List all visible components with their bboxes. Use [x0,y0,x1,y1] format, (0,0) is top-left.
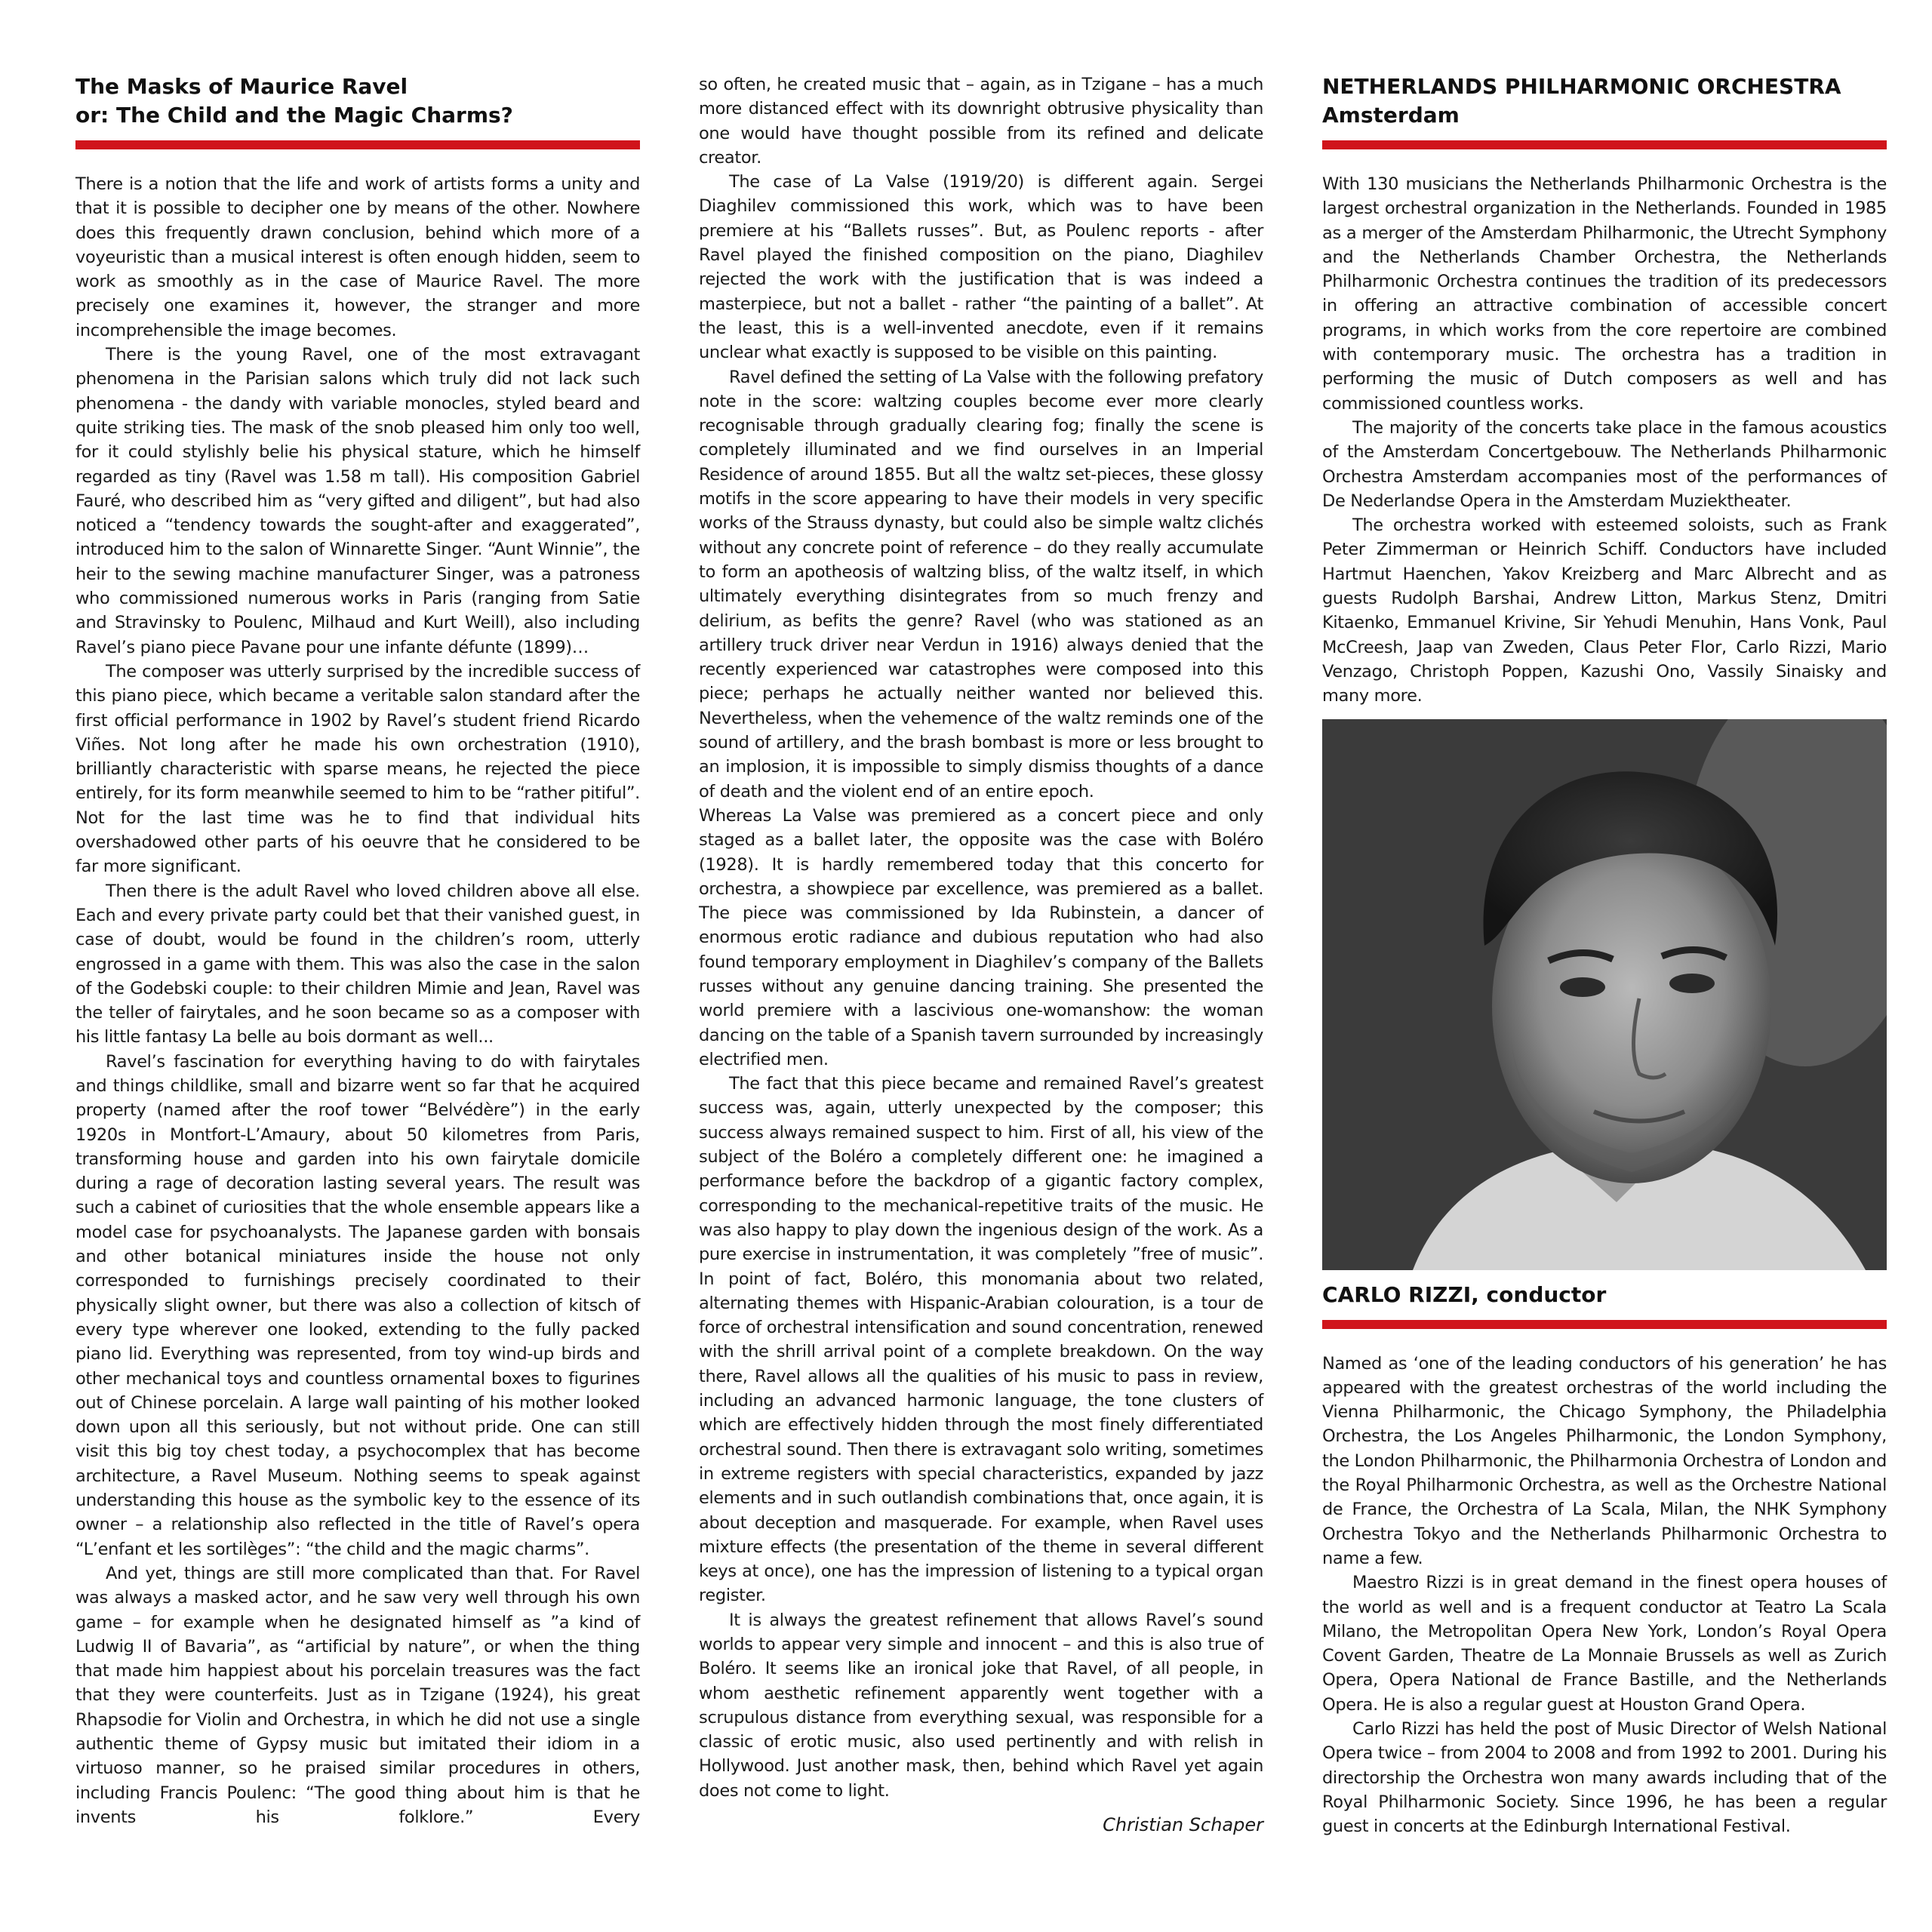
paragraph: Then there is the adult Ravel who loved children above all else. Each and every private party could bet that their vanished guest, in case of doubt, would be found in the children’s room, utterly engrossed in a game with them. This was also the case in the salon of the Godebski couple: to their children Mimie and Jean, Ravel was the teller of fairytales, and he soon became so as a composer with his little fantasy La belle au bois dormant as well... [75,881,640,1048]
paragraph: There is the young Ravel, one of the most extravagant phenomena in the Parisian salons which truly did not lack such phenomena - the dandy with variable monocles, styled beard and quite striking ties. The mask of the snob pleased him only too well, for it could stylishly belie his physical stature, which he himself regarded as tiny (Ravel was 1.58 m tall). His composition Gabriel Fauré, who described him as “very gifted and diligent”, but had also noticed a “tendency towards the sought-after and exaggerated”, introduced him to the salon of Winnarette Singer. “Aunt Winnie”, the heir to the sewing machine manufacturer Singer, was a patroness who commissioned numerous works in Paris (ranging from Satie and Stravinsky to Poulenc, Milhaud and Kurt Weill), also including Ravel’s piano piece Pavane pour une infante défunte (1899)… [75,345,640,657]
paragraph: so often, he created music that – again, as in Tzigane – has a much more distanced effect with its downright obtrusive physicality than one would have thought possible from its refined and delicate creator. [699,75,1263,168]
orchestra-title [1322,72,1887,130]
paragraph: The composer was utterly surprised by the incredible success of this piano piece, which became a veritable salon standard after the first official performance in 1902 by Ravel’s student friend Ricardo Viñes. Not long after he made his own orchestration (1910), brilliantly characteristic with sparse means, he rejected the piece entirely, for its form meanwhile seemed to him to be “rather pitiful”. Not for the last time was he to find that individual hits overshadowed other parts of his oeuvre that he considered to be far more significant. [75,661,640,877]
accent-divider [75,140,640,149]
paragraph: Ravel defined the setting of La Valse with the following prefatory note in the score: waltzing couples become ever more clearly recognisable through gradually clearing fog; finally the scene is completely illuminated and we find ourselves in an Imperial Residence of around 1855. But all the waltz set-pieces, these glossy motifs in the score appearing to have their models in very specific works of the Strauss dynasty, but could also be simple waltz clichés without any concrete point of reference – do they really accumulate to form an apotheosis of waltzing bliss, of the waltz itself, in which ultimately everything disintegrates from so much frenzy and delirium, as befits the genre? Ravel (who was stationed as an artillery truck driver near Verdun in 1916) always denied that the recently experienced war catastrophes were composed into this piece; perhaps he actually neither wanted nor believed this. Nevertheless, when the vehemence of the waltz reminds one of the sound of artillery, and the brash bombast is more or less brought to an implosion, it is impossible to simply dismiss thoughts of a dance of death and the violent end of an entire epoch. [699,367,1263,801]
paragraph: The majority of the concerts take place in the famous acoustics of the Amsterdam Concertgebouw. The Netherlands Philharmonic Orchestra Amsterdam accompanies most of the performances of De Nederlandse Opera in the Amsterdam Muziektheater. [1322,417,1887,511]
article-title-line1: The Masks of Maurice Ravel [75,74,408,99]
photo-caption: CARLO RIZZI, conductor [1322,1281,1607,1307]
article-title-line2: or: The Child and the Magic Charms? [75,103,513,128]
paragraph: It is always the greatest refinement that allows Ravel’s sound worlds to appear very simple and innocent – and this is also true of Boléro. It seems like an ironical joke that Ravel, of all people, in whom aesthetic refinement apparently went together with a scrupulous distance from everything sexual, was responsible for a classic of erotic music, also used pertinently and with relish in Hollywood. Just another mask, then, behind which Ravel yet again does not come to light. [699,1610,1263,1801]
paragraph: Maestro Rizzi is in great demand in the finest opera houses of the world as well and is a frequent conductor at Teatro La Scala Milano, the Metropolitan Opera New York, London’s Royal Opera Covent Garden, Theatre de La Monnaie Brussels as well as Zurich Opera, Opera National de France Bastille, and the Netherlands Opera. He is also a regular guest at Houston Grand Opera. [1322,1573,1887,1715]
paragraph: The fact that this piece became and remained Ravel’s greatest success was, again, utterly unexpected by the composer; this success always remained suspect to him. First of all, his view of the subject of the Boléro a completely different one: he imagined a performance before the backdrop of a gigantic factory complex, corresponding to the mechanical-repetitive traits of the music. He was also happy to play down the ingenious design of the work. As a pure exercise in instrumentation, it was completely ”free of music”. In point of fact, Boléro, this monomania about two related, alternating themes with Hispanic-Arabian colouration, is a tour de force of orchestral intensification and sound concentration, renewed with the shrill arrival point of a complete breakdown. On the way there, Ravel allows all the qualities of his music to pass in review, including an advanced harmonic language, the tone clusters of which are effectively hidden through the most finely differentiated orchestral sound. Then there is extravagant solo writing, sometimes in extreme registers with special characteristics, expanded by jazz elements and in such outlandish combinations that, once again, it is about deception and masquerade. For example, when Ravel uses mixture effects (the presentation of the theme in several different keys at once), one has the impression of listening to a typical organ register. [699,1074,1263,1606]
accent-divider [1322,1320,1887,1329]
article-ravel-continued [699,72,1263,1838]
paragraph: And yet, things are still more complicated than that. For Ravel was always a masked actor, and he saw very well through his own game – for example when he designated himself as ”a kind of Ludwig II of Bavaria”, as “artificial by nature”, or when the thing that made him happiest about his porcelain treasures was the fact that they were counterfeits. Just as in Tzigane (1924), his great Rhapsodie for Violin and Orchestra, in which he did not use a single authentic theme of Gypsy music but imitated their idiom in a virtuoso manner, so he praised similar procedures in others, including Francis Poulenc: “The good thing about him is that he invents his folklore.” Every [75,1563,640,1827]
paragraph: Named as ‘one of the leading conductors of his generation’ he has appeared with the greatest orchestras of the world including the Vienna Philharmonic, the Chicago Symphony, the Philadelphia Orchestra, the Los Angeles Philharmonic, the London Symphony, the London Philharmonic, the Philharmonia Orchestra of London and the Royal Philharmonic Orchestra, as well as the Orchestre National de France, the Orchestra of La Scala, Milan, the NHK Symphony Orchestra Tokyo and the Netherlands Philharmonic Orchestra to name a few. [1322,1353,1887,1568]
accent-divider [1322,140,1887,149]
article-ravel [75,72,640,1829]
article-title [75,72,640,130]
orchestra-title-line1: NETHERLANDS PHILHARMONIC ORCHESTRA [1322,74,1841,99]
paragraph: Carlo Rizzi has held the post of Music Director of Welsh National Opera twice – from 2004 to 2008 and from 1992 to 2001. During his directorship the Orchestra won many awards including that of the Royal Philharmonic Society. Since 1996, he has been a regular guest in concerts at the Edinburgh International Festival. [1322,1718,1887,1837]
author-signature: Christian Schaper [1103,1814,1263,1836]
paragraph: The case of La Valse (1919/20) is different again. Sergei Diaghilev commissioned this work, which was to have been premiere at his “Ballets russes”. But, as Poulenc reports - after Ravel played the finished composition on the piano, Diaghilev rejected the work with the justification that is was indeed a masterpiece, but not a ballet - rather “the painting of a ballet”. At the least, this is a well-invented anecdote, even if it remains unclear what exactly is supposed to be visible on this painting. [699,172,1263,363]
conductor-portrait-photo [1322,719,1887,1270]
paragraph: There is a notion that the life and work of artists forms a unity and that it is possible to decipher one by means of the other. Nowhere does this frequently drawn conclusion, behind which more of a voyeuristic than a musical interest is often enough hidden, seem to work as smoothly as in the case of Maurice Ravel. The more precisely one examines it, however, the stranger and more incomprehensible the image becomes. [75,174,640,340]
paragraph: Whereas La Valse was premiered as a concert piece and only staged as a ballet later, the opposite was the case with Boléro (1928). It is hardly remembered today that this concerto for orchestra, a showpiece par excellence, was premiered as a ballet. The piece was commissioned by Ida Rubinstein, a dancer of enormous erotic radiance and dubious reputation who had also found temporary employment in Diaghilev’s company of the Ballets russes without any genuine dancing training. She presented the world premiere with a lascivious one-womanshow: the woman dancing on the table of a Spanish tavern surrounded by increasingly electrified men. [699,805,1263,1069]
paragraph: Ravel’s fascination for everything having to do with fairytales and things childlike, small and bizarre went so far that he acquired property (named after the roof tower “Belvédère”) in the early 1920s in Montfort-L’Amaury, about 50 kilometres from Paris, transforming house and garden into his own fairytale domicile during a rage of decoration lasting several years. The result was such a cabinet of curiosities that the whole ensemble appears like a model case for psychoanalysts. The Japanese garden with bonsais and other botanical miniatures inside the house not only corresponded to furnishings precisely coordinated to their physically slight owner, but there was also a collection of kitsch of every type wherever one looked, extending to the fully packed piano lid. Everything was represented, from toy wind-up birds and other mechanical toys and countless ornamental boxes to figurines out of Chinese porcelain. A large wall painting of his mother looked down upon all this seriously, but not without pride. One can still visit this big toy chest today, a psychocomplex that has become architecture, a Ravel Museum. Nothing seems to speak against understanding this house as the symbolic key to the essence of its owner – a relationship also reflected in the title of Ravel’s opera “L’enfant et les sortilèges”: “the child and the magic charms”. [75,1051,640,1559]
orchestra-section [1322,72,1887,1838]
orchestra-title-line2: Amsterdam [1322,103,1460,128]
paragraph: With 130 musicians the Netherlands Philharmonic Orchestra is the largest orchestral organization in the Netherlands. Founded in 1985 as a merger of the Amsterdam Philharmonic, the Utrecht Symphony and the Netherlands Chamber Orchestra, the Netherlands Philharmonic Orchestra continues the tradition of its predecessors in offering an attractive combination of accessible concert programs, in which works from the core repertoire are combined with contemporary music. The orchestra has a tradition in performing the music of Dutch composers as well and has commissioned countless works. [1322,174,1887,414]
paragraph: The orchestra worked with esteemed soloists, such as Frank Peter Zimmerman or Heinrich Schiff. Conductors have included Hartmut Haenchen, Yakov Kreizberg and Marc Albrecht and as guests Rudolph Barshai, Andrew Litton, Markus Stenz, Dmitri Kitaenko, Emmanuel Krivine, Sir Yehudi Menuhin, Hans Vonk, Paul McCreesh, Jaap van Zweden, Claus Peter Flor, Carlo Rizzi, Mario Venzago, Christoph Poppen, Kazushi Ono, Vassily Sinaisky and many more. [1322,515,1887,706]
